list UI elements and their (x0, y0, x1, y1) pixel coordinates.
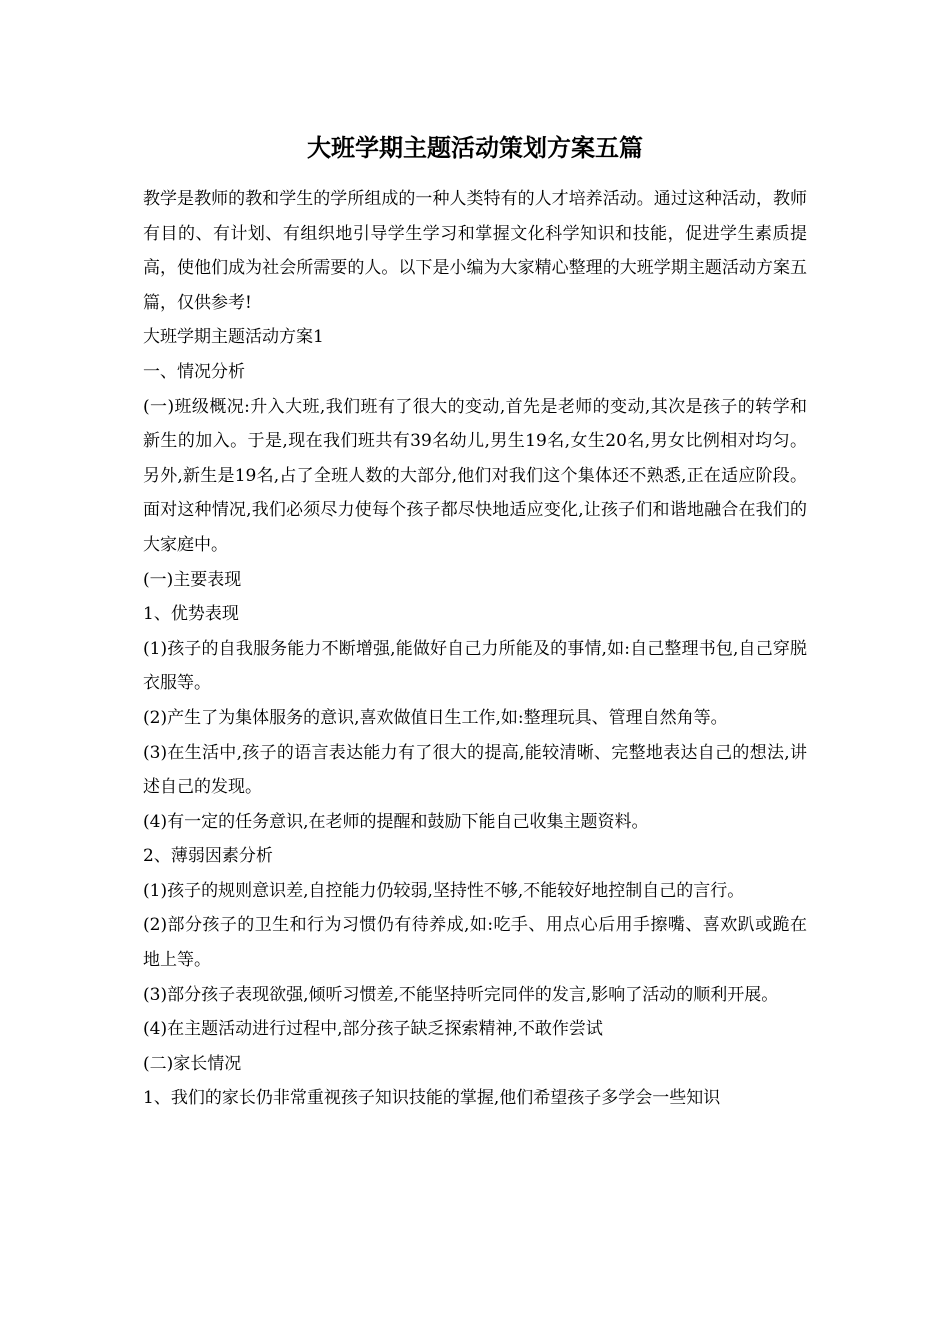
strength-item-2: (2)产生了为集体服务的意识,喜欢做值日生工作,如:整理玩具、管理自然角等。 (143, 707, 728, 728)
heading-weaknesses: 2、薄弱因素分析 (143, 846, 273, 867)
heading-parents-situation: (二)家长情况 (143, 1053, 242, 1074)
heading-strengths: 1、优势表现 (143, 604, 239, 625)
weakness-item-3: (3)部分孩子表现欲强,倾听习惯差,不能坚持听完同伴的发言,影响了活动的顺利开展。 (143, 984, 779, 1005)
strength-item-4: (4)有一定的任务意识,在老师的提醒和鼓励下能自己收集主题资料。 (143, 811, 649, 832)
weakness-item-2: (2)部分孩子的卫生和行为习惯仍有待养成,如:吃手、用点心后用手擦嘴、喜欢趴或跪在地上等。 (143, 915, 807, 971)
class-overview-paragraph: (一)班级概况:升入大班,我们班有了很大的变动,首先是老师的变动,其次是孩子的转学和新生的加入。于是,现在我们班共有39名幼儿,男生19名,女生20名,男女比例相对均匀。另外,新生是19名,占了全班人数的大部分,他们对我们这个集体还不熟悉,正在适应阶段。面对这种情况,我们必须尽力使每个孩子都尽快地适应变化,让孩子们和谐地融合在我们的大家庭中。 (143, 396, 807, 555)
document-body (143, 182, 807, 1116)
strength-item-1: (1)孩子的自我服务能力不断增强,能做好自己力所能及的事情,如:自己整理书包,自己穿脱衣服等。 (143, 638, 807, 694)
heading-situation-analysis: 一、情况分析 (143, 361, 245, 382)
intro-paragraph: 教学是教师的教和学生的学所组成的一种人类特有的人才培养活动。通过这种活动，教师有目的、有计划、有组织地引导学生学习和掌握文化科学知识和技能，促进学生素质提高，使他们成为社会所需要的人。以下是小编为大家精心整理的大班学期主题活动方案五篇，仅供参考! (143, 189, 807, 313)
document-title: 大班学期主题活动策划方案五篇 (307, 133, 643, 162)
weakness-item-4: (4)在主题活动进行过程中,部分孩子缺乏探索精神,不敢作尝试 (143, 1019, 603, 1040)
heading-main-performance: (一)主要表现 (143, 569, 242, 590)
parents-item-1: 1、我们的家长仍非常重视孩子知识技能的掌握,他们希望孩子多学会一些知识 (143, 1088, 721, 1109)
strength-item-3: (3)在生活中,孩子的语言表达能力有了很大的提高,能较清晰、完整地表达自己的想法,讲述自己的发现。 (143, 742, 807, 798)
section-heading-plan-1: 大班学期主题活动方案1 (143, 327, 324, 348)
weakness-item-1: (1)孩子的规则意识差,自控能力仍较弱,坚持性不够,不能较好地控制自己的言行。 (143, 880, 745, 901)
